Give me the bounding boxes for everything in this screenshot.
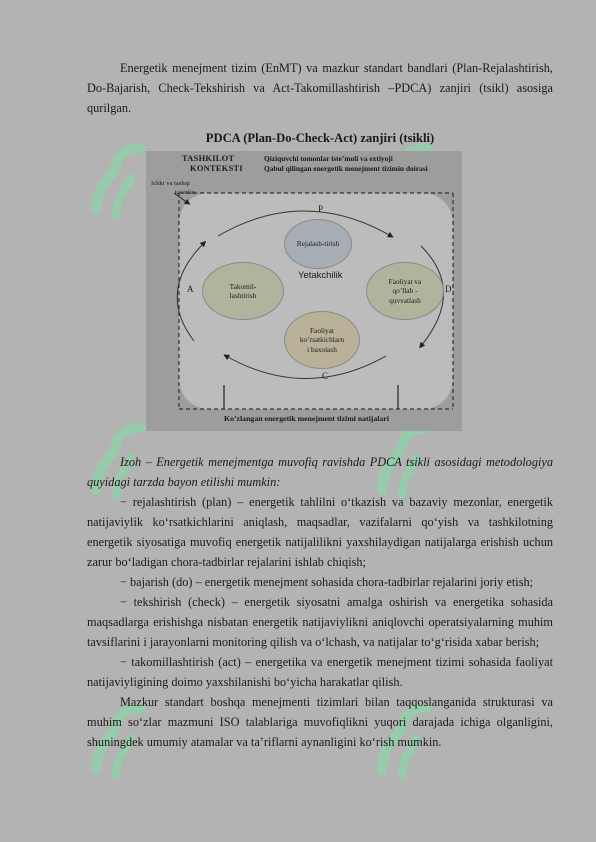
act-letter: A — [187, 284, 194, 294]
figure-caption: PDCA (Plan-Do-Check-Act) zanjiri (tsikli) — [205, 131, 435, 145]
plan-circle-label: Rejalash-tirish — [296, 239, 340, 249]
closing-paragraph: Mazkur standart boshqa menejmenti tizimlari bilan taqqoslanganida strukturasi va muhim so‘zlar mazmuni ISO talablariga muvofiqlikni yuqori darajada ichiga olganligini, shuningdek umumiy atamalar va ta’riflarni aynanligini ko‘rish mumkin. — [87, 695, 553, 749]
plan-circle — [284, 219, 352, 269]
check-circle-label: Faoliyat ko’rsatkichlarn i baxolash — [299, 325, 345, 354]
pdca-diagram — [146, 151, 462, 431]
plan-letter: P — [318, 204, 324, 214]
scope-label-line1: Qiziquvchi tomonlar iste’moli va extiyoji — [264, 154, 393, 163]
act-circle — [202, 262, 284, 320]
list-item-plan: − rejalashtirish (plan) – energetik tahlilni o‘tkazish va bazaviy mezonlar, energetik natijaviylik ko‘rsatkichlarini aniqlash, maqsadlar, vazifalarni qo‘yish va tashkilotning energetik siyosatiga muvofiq energetik natijalilikni yaxshilaydigan natijalarga erishish uchun zarur bo‘ladigan chora-tadbirlar rejalarini ishlab chiqish; — [87, 495, 553, 569]
external-influences-line2: ta’sirlar — [175, 189, 196, 196]
check-letter: C — [322, 371, 329, 381]
list-item-do: − bajarish (do) – energetik menejment sohasida chora-tadbirlar rejalarini joriy etish; — [120, 575, 534, 589]
context-label-line2: KONTEKSTI — [190, 164, 243, 173]
act-circle-label: Takomil- lashtirish — [229, 281, 257, 300]
intro-paragraph: Energetik menejment tizim (EnMT) va mazkur standart bandlari (Plan-Rejalashtirish, Do-Bajarish, Check-Tekshirish va Act-Takomillashtirish –PDCA) zanjiri (tsikl) asosiga qurilgan. — [87, 61, 553, 115]
context-label-line1: TASHKILOT — [182, 154, 235, 163]
check-circle — [284, 311, 360, 369]
list-item-check: − tekshirish (check) – energetik siyosatni amalga oshirish va energetika sohasida maqsadlarga erishishga nisbatan energetik natijaviylikni aniqlovchi operatsiyalarning muhim tavsiflarini i jarayonlarni monitoring qilish va o‘lchash, va natijalar to‘g‘risida xabar berish; — [87, 595, 553, 649]
body-text — [87, 452, 553, 752]
do-circle — [366, 262, 444, 320]
scope-label-line2: Qabul qilingan energetik menejment tizimin doirasi — [264, 164, 428, 173]
results-label: Ko’zlangan energetik menejment tizimi natijalari — [224, 414, 389, 423]
leadership-label: Yetakchilik — [298, 270, 343, 281]
note-paragraph: Izoh – Energetik menejmentga muvofiq ravishda PDCA tsikli asosidagi metodologiya quyidagi tarzda bayon etilishi mumkin: — [87, 455, 553, 489]
do-circle-label: Faoliyat va qo’llab - quvvatlash — [388, 276, 422, 305]
external-influences-line1: Ichki va tashqi — [151, 180, 190, 187]
do-letter: D — [445, 284, 452, 294]
list-item-act: − takomillashtirish (act) – energetika va energetik menejment tizimi sohasida faoliyat natijaviyligining doimo yaxshilanishi bo‘yicha harakatlar qilish. — [87, 655, 553, 689]
